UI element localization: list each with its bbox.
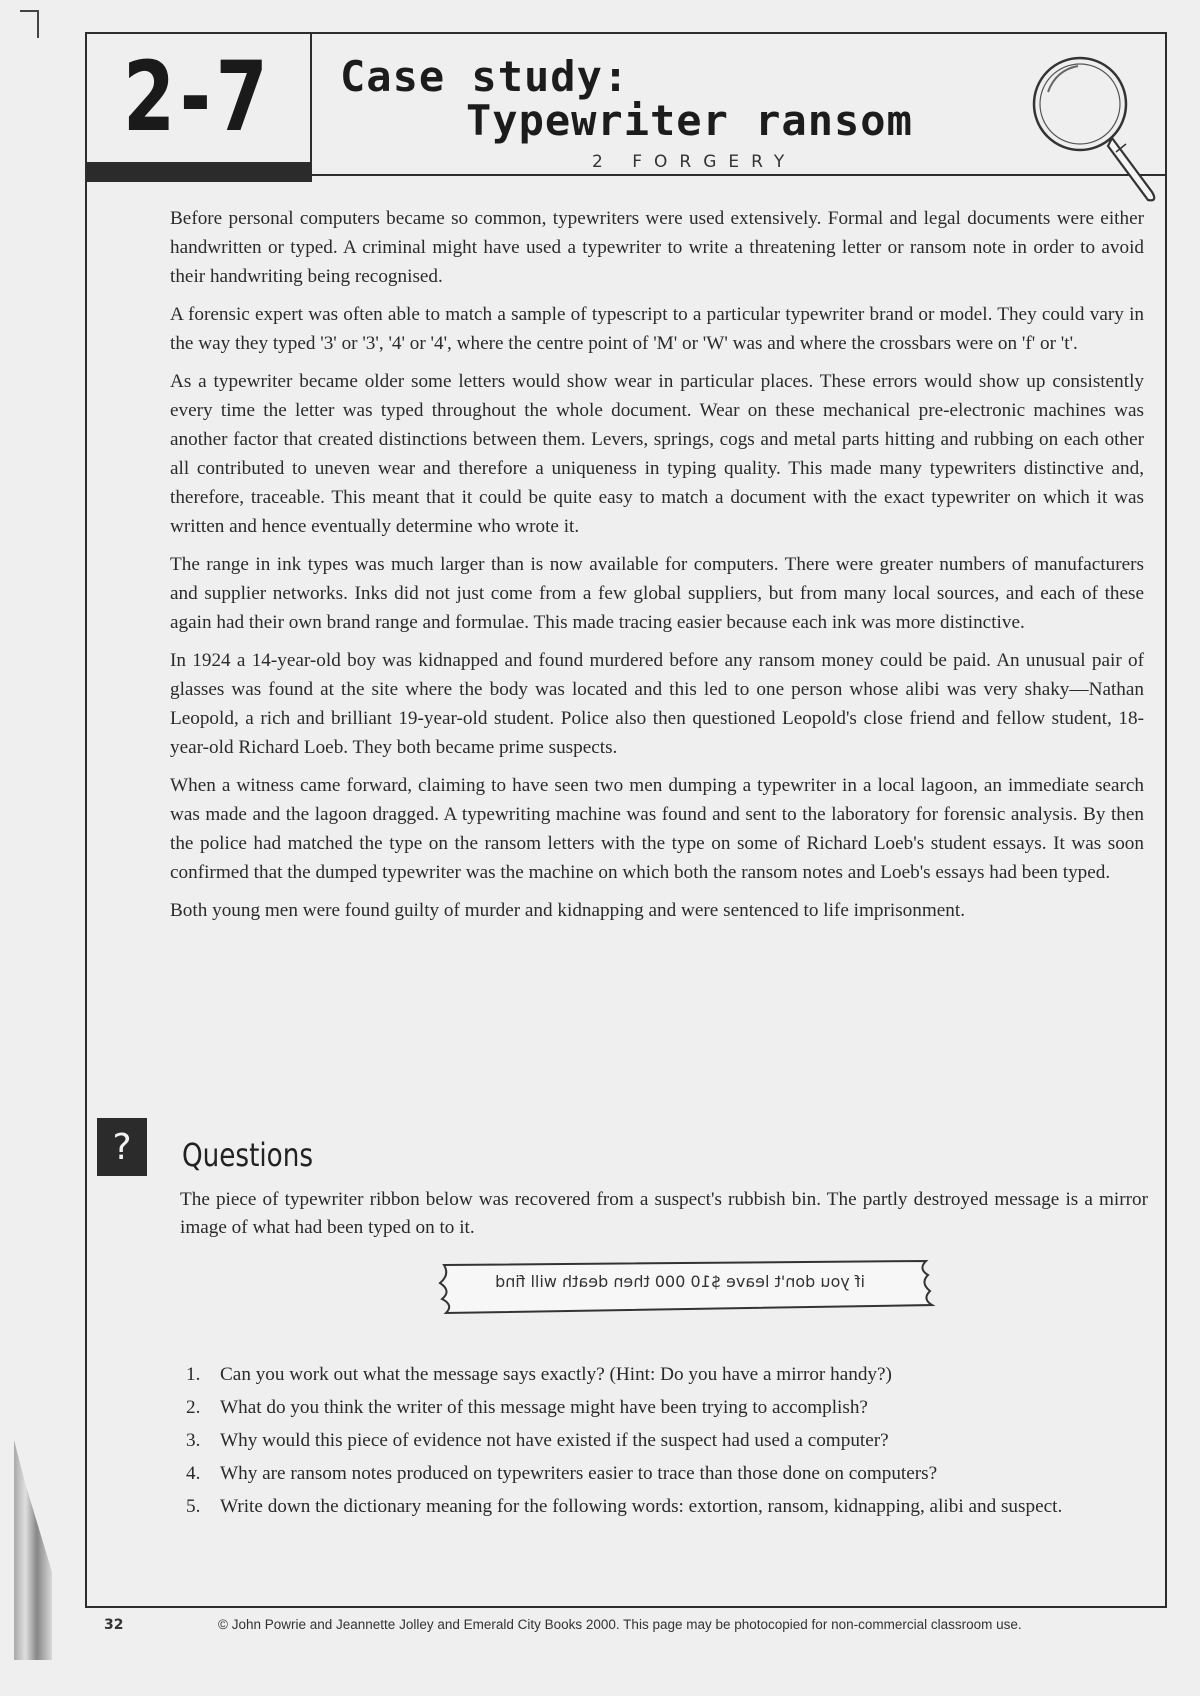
questions-heading: Questions [182,1136,314,1174]
magnifying-glass-icon [1026,52,1162,206]
page-edge-shadow [14,1440,52,1660]
lesson-number: 2-7 [122,41,273,153]
title-line-2: Typewriter ransom [466,96,913,145]
paragraph: Before personal computers became so common, typewriters were used extensively. Formal and legal documents were either handwritten or typed. A criminal might have used a typewriter to write a threatening letter or ransom note in order to avoid their handwriting being recognised. [170,208,1144,287]
case-study-body [170,204,1144,934]
paragraph: The range in ink types was much larger than is now available for computers. There were greater numbers of manufacturers and supplier networks. Inks did not just come from a few global suppliers, but from many local sources, and each of these again had their own brand range and formulae. This made tracing easier because each ink was more distinctive. [170,554,1144,633]
crop-mark [37,10,39,38]
paragraph: As a typewriter became older some letters would show wear in particular places. These errors would show up consistently every time the letter was typed throughout the whole document. Wear on these mechanical pre-electronic machines was another factor that created distinctions between them. Levers, springs, cogs and metal parts hitting and rubbing on each other all contributed to uneven wear and therefore a uniqueness in typing quality. This made many typewriters distinctive and, therefore, traceable. This meant that it could be quite easy to match a document with the exact typewriter on which it was written and hence eventually determine who wrote it. [170,371,1144,537]
badge-bar [87,164,312,182]
lesson-badge [85,32,312,164]
copyright-notice: © John Powrie and Jeannette Jolley and Emerald City Books 2000. This page may be photocopied for non-commercial classroom use. [218,1617,1022,1632]
question-mark-icon: ? [97,1118,147,1176]
page-number: 32 [104,1617,124,1633]
question-item: 2. What do you think the writer of this message might have been trying to accomplish? [186,1397,868,1418]
questions-list [186,1358,1126,1523]
question-item: 5. Write down the dictionary meaning for the following words: extortion, ransom, kidnapping, alibi and suspect. [186,1496,1063,1517]
section-subtitle: 2 FORGERY [592,152,797,172]
questions-intro: The piece of typewriter ribbon below was recovered from a suspect's rubbish bin. The partly destroyed message is a mirror image of what had been typed on to it. [180,1189,1148,1238]
question-item: 4. Why are ransom notes produced on typewriters easier to trace than those done on computers? [186,1463,938,1484]
paragraph: When a witness came forward, claiming to have seen two men dumping a typewriter in a local lagoon, an immediate search was made and the lagoon dragged. A typewriting machine was found and sent to the laboratory for forensic analysis. By then the police had matched the type on the ransom letters with the type on some of Richard Loeb's student essays. It was soon confirmed that the dumped typewriter was the machine on which both the ransom notes and Loeb's essays had been typed. [170,775,1144,883]
paragraph: Both young men were found guilty of murder and kidnapping and were sentenced to life imprisonment. [170,900,966,921]
title-line-1: Case study: [340,52,630,101]
question-item: 1. Can you work out what the message says exactly? (Hint: Do you have a mirror handy?) [186,1364,892,1385]
paragraph: A forensic expert was often able to match a sample of typescript to a particular typewriter brand or model. They could vary in the way they typed '3' or '3', '4' or '4', where the centre point of 'M' or 'W' was and where the crossbars were on 'f' or 't'. [170,304,1144,354]
mirrored-ribbon-message: if you don't leave $10 000 then death will find [495,1272,865,1291]
question-item: 3. Why would this piece of evidence not have existed if the suspect had used a computer? [186,1430,889,1451]
paragraph: In 1924 a 14-year-old boy was kidnapped and found murdered before any ransom money could be paid. An unusual pair of glasses was found at the site where the body was located and this led to one person whose alibi was very shaky—Nathan Leopold, a rich and brilliant 19-year-old student. Police also then questioned Leopold's close friend and fellow student, 18-year-old Richard Loeb. They both became prime suspects. [170,650,1144,758]
crop-mark [20,10,38,12]
